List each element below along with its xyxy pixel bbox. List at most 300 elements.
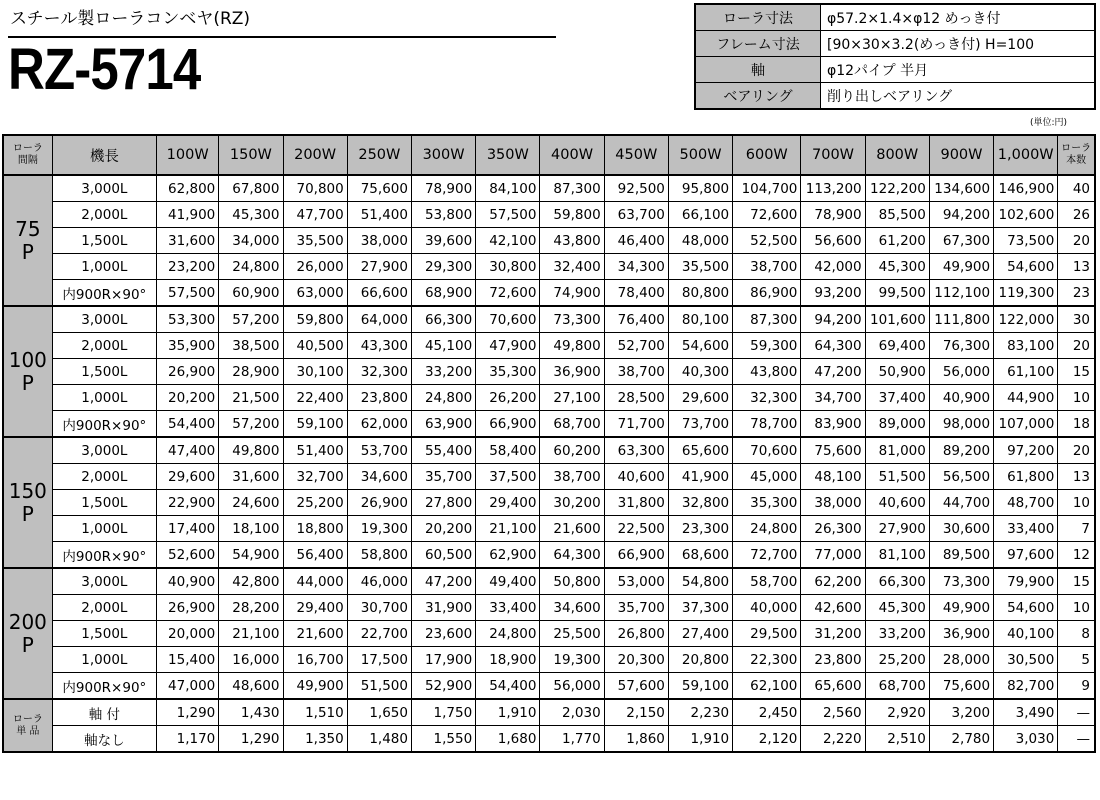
price-cell: 146,900 bbox=[994, 175, 1058, 202]
price-cell: 47,000 bbox=[157, 673, 219, 700]
table-row bbox=[3, 621, 1095, 647]
price-cell: 27,800 bbox=[411, 490, 475, 516]
price-cell: 30,200 bbox=[540, 490, 604, 516]
pitch-group-label: 200 P bbox=[3, 568, 52, 699]
price-cell: 49,800 bbox=[540, 333, 604, 359]
price-cell: 61,800 bbox=[994, 464, 1058, 490]
price-cell: 19,300 bbox=[347, 516, 411, 542]
price-cell: 49,400 bbox=[476, 568, 540, 595]
price-cell: 87,300 bbox=[733, 306, 801, 333]
price-cell: 43,300 bbox=[347, 333, 411, 359]
table-row bbox=[3, 333, 1095, 359]
length-cell: 内900R×90° bbox=[52, 411, 156, 438]
spec-row bbox=[695, 57, 1095, 83]
price-cell: 16,000 bbox=[219, 647, 283, 673]
price-cell: 89,000 bbox=[865, 411, 929, 438]
length-header: 機長 bbox=[52, 135, 156, 175]
spec-value: 削り出しベアリング bbox=[821, 83, 1096, 110]
table-row bbox=[3, 411, 1095, 438]
price-cell: 76,400 bbox=[604, 306, 668, 333]
price-cell: 87,300 bbox=[540, 175, 604, 202]
price-cell: 35,300 bbox=[476, 359, 540, 385]
price-cell: 63,300 bbox=[604, 437, 668, 464]
width-header: 200W bbox=[283, 135, 347, 175]
price-cell: 1,910 bbox=[476, 699, 540, 726]
price-cell: 1,750 bbox=[411, 699, 475, 726]
price-table-header bbox=[3, 135, 1095, 175]
length-cell: 1,000L bbox=[52, 254, 156, 280]
product-subtitle: スチール製ローラコンベヤ(RZ) bbox=[10, 9, 251, 29]
price-cell: 48,700 bbox=[994, 490, 1058, 516]
price-cell: 42,600 bbox=[801, 595, 865, 621]
price-cell: 26,900 bbox=[347, 490, 411, 516]
length-cell: 1,500L bbox=[52, 621, 156, 647]
price-cell: 30,500 bbox=[994, 647, 1058, 673]
price-cell: 3,490 bbox=[994, 699, 1058, 726]
price-cell: 2,030 bbox=[540, 699, 604, 726]
price-cell: 54,600 bbox=[668, 333, 732, 359]
width-header: 700W bbox=[801, 135, 865, 175]
price-cell: 81,000 bbox=[865, 437, 929, 464]
price-cell: 47,400 bbox=[157, 437, 219, 464]
table-row bbox=[3, 699, 1095, 726]
price-cell: 34,600 bbox=[540, 595, 604, 621]
price-cell: 34,600 bbox=[347, 464, 411, 490]
price-cell: 62,200 bbox=[801, 568, 865, 595]
price-cell: 21,600 bbox=[283, 621, 347, 647]
price-cell: 78,700 bbox=[733, 411, 801, 438]
price-cell: 73,300 bbox=[929, 568, 993, 595]
price-cell: 73,700 bbox=[668, 411, 732, 438]
price-cell: 56,000 bbox=[540, 673, 604, 700]
price-cell: 66,300 bbox=[411, 306, 475, 333]
price-cell: 40,900 bbox=[929, 385, 993, 411]
price-cell: 53,000 bbox=[604, 568, 668, 595]
price-cell: 102,600 bbox=[994, 202, 1058, 228]
roller-count-cell: — bbox=[1058, 699, 1095, 726]
price-cell: 2,560 bbox=[801, 699, 865, 726]
price-cell: 68,600 bbox=[668, 542, 732, 569]
price-cell: 78,900 bbox=[801, 202, 865, 228]
roller-count-cell: 13 bbox=[1058, 464, 1095, 490]
price-cell: 74,900 bbox=[540, 280, 604, 307]
price-cell: 63,900 bbox=[411, 411, 475, 438]
price-cell: 78,900 bbox=[411, 175, 475, 202]
price-cell: 53,300 bbox=[157, 306, 219, 333]
price-cell: 45,000 bbox=[733, 464, 801, 490]
price-cell: 57,600 bbox=[604, 673, 668, 700]
price-cell: 68,900 bbox=[411, 280, 475, 307]
price-cell: 61,200 bbox=[865, 228, 929, 254]
price-cell: 70,600 bbox=[476, 306, 540, 333]
length-cell: 軸なし bbox=[52, 726, 156, 753]
price-cell: 21,100 bbox=[219, 621, 283, 647]
price-cell: 49,900 bbox=[283, 673, 347, 700]
price-cell: 101,600 bbox=[865, 306, 929, 333]
price-cell: 27,900 bbox=[865, 516, 929, 542]
price-cell: 38,700 bbox=[540, 464, 604, 490]
price-cell: 66,300 bbox=[865, 568, 929, 595]
price-cell: 21,500 bbox=[219, 385, 283, 411]
price-cell: 70,800 bbox=[283, 175, 347, 202]
price-cell: 35,700 bbox=[604, 595, 668, 621]
price-cell: 1,910 bbox=[668, 726, 732, 753]
price-cell: 49,900 bbox=[929, 595, 993, 621]
price-cell: 23,800 bbox=[801, 647, 865, 673]
price-cell: 20,200 bbox=[411, 516, 475, 542]
length-cell: 内900R×90° bbox=[52, 673, 156, 700]
price-cell: 21,100 bbox=[476, 516, 540, 542]
price-cell: 17,500 bbox=[347, 647, 411, 673]
title-block bbox=[8, 8, 556, 100]
price-cell: 25,500 bbox=[540, 621, 604, 647]
price-cell: 66,900 bbox=[604, 542, 668, 569]
price-cell: 34,700 bbox=[801, 385, 865, 411]
price-cell: 3,030 bbox=[994, 726, 1058, 753]
price-cell: 56,000 bbox=[929, 359, 993, 385]
price-cell: 55,400 bbox=[411, 437, 475, 464]
length-cell: 内900R×90° bbox=[52, 280, 156, 307]
price-cell: 40,600 bbox=[604, 464, 668, 490]
width-header: 300W bbox=[411, 135, 475, 175]
price-cell: 42,100 bbox=[476, 228, 540, 254]
roller-count-cell: 18 bbox=[1058, 411, 1095, 438]
price-cell: 15,400 bbox=[157, 647, 219, 673]
price-cell: 122,000 bbox=[994, 306, 1058, 333]
price-cell: 1,680 bbox=[476, 726, 540, 753]
width-header: 600W bbox=[733, 135, 801, 175]
price-cell: 45,300 bbox=[219, 202, 283, 228]
price-cell: 80,100 bbox=[668, 306, 732, 333]
roller-count-cell: 5 bbox=[1058, 647, 1095, 673]
price-cell: 50,800 bbox=[540, 568, 604, 595]
price-cell: 24,800 bbox=[219, 254, 283, 280]
price-cell: 44,900 bbox=[994, 385, 1058, 411]
price-cell: 30,100 bbox=[283, 359, 347, 385]
price-table bbox=[2, 134, 1096, 753]
pitch-group-label: 100 P bbox=[3, 306, 52, 437]
price-cell: 82,700 bbox=[994, 673, 1058, 700]
price-cell: 48,000 bbox=[668, 228, 732, 254]
length-cell: 1,000L bbox=[52, 385, 156, 411]
price-cell: 68,700 bbox=[865, 673, 929, 700]
price-cell: 85,500 bbox=[865, 202, 929, 228]
price-cell: 23,300 bbox=[668, 516, 732, 542]
price-cell: 62,900 bbox=[476, 542, 540, 569]
width-header: 800W bbox=[865, 135, 929, 175]
price-cell: 56,400 bbox=[283, 542, 347, 569]
price-cell: 52,700 bbox=[604, 333, 668, 359]
price-cell: 62,800 bbox=[157, 175, 219, 202]
roller-count-cell: — bbox=[1058, 726, 1095, 753]
price-cell: 44,000 bbox=[283, 568, 347, 595]
price-cell: 65,600 bbox=[801, 673, 865, 700]
price-cell: 38,700 bbox=[733, 254, 801, 280]
price-cell: 2,920 bbox=[865, 699, 929, 726]
price-cell: 28,000 bbox=[929, 647, 993, 673]
price-cell: 23,200 bbox=[157, 254, 219, 280]
roller-count-cell: 26 bbox=[1058, 202, 1095, 228]
length-cell: 1,500L bbox=[52, 359, 156, 385]
table-row bbox=[3, 726, 1095, 753]
table-row bbox=[3, 254, 1095, 280]
roller-count-cell: 8 bbox=[1058, 621, 1095, 647]
roller-count-cell: 9 bbox=[1058, 673, 1095, 700]
price-cell: 66,100 bbox=[668, 202, 732, 228]
price-cell: 54,400 bbox=[157, 411, 219, 438]
price-cell: 28,200 bbox=[219, 595, 283, 621]
price-cell: 47,900 bbox=[476, 333, 540, 359]
price-cell: 32,800 bbox=[668, 490, 732, 516]
price-cell: 111,800 bbox=[929, 306, 993, 333]
price-cell: 45,300 bbox=[865, 254, 929, 280]
price-cell: 62,000 bbox=[347, 411, 411, 438]
width-header: 100W bbox=[157, 135, 219, 175]
width-header: 1,000W bbox=[994, 135, 1058, 175]
price-cell: 56,600 bbox=[801, 228, 865, 254]
price-cell: 89,500 bbox=[929, 542, 993, 569]
spec-table bbox=[694, 3, 1096, 110]
price-cell: 57,500 bbox=[476, 202, 540, 228]
price-cell: 40,300 bbox=[668, 359, 732, 385]
price-cell: 56,500 bbox=[929, 464, 993, 490]
price-cell: 46,000 bbox=[347, 568, 411, 595]
spec-label: ローラ寸法 bbox=[695, 4, 821, 31]
price-cell: 31,600 bbox=[157, 228, 219, 254]
price-cell: 119,300 bbox=[994, 280, 1058, 307]
price-cell: 58,800 bbox=[347, 542, 411, 569]
price-cell: 75,600 bbox=[347, 175, 411, 202]
price-cell: 49,800 bbox=[219, 437, 283, 464]
price-cell: 89,200 bbox=[929, 437, 993, 464]
price-cell: 1,170 bbox=[157, 726, 219, 753]
price-cell: 35,700 bbox=[411, 464, 475, 490]
price-cell: 26,900 bbox=[157, 595, 219, 621]
price-cell: 31,200 bbox=[801, 621, 865, 647]
price-cell: 38,000 bbox=[347, 228, 411, 254]
price-cell: 75,600 bbox=[929, 673, 993, 700]
price-cell: 33,200 bbox=[411, 359, 475, 385]
price-cell: 2,230 bbox=[668, 699, 732, 726]
spec-row bbox=[695, 31, 1095, 57]
price-cell: 23,600 bbox=[411, 621, 475, 647]
price-cell: 54,900 bbox=[219, 542, 283, 569]
price-cell: 1,430 bbox=[219, 699, 283, 726]
price-cell: 30,800 bbox=[476, 254, 540, 280]
price-cell: 21,600 bbox=[540, 516, 604, 542]
price-cell: 93,200 bbox=[801, 280, 865, 307]
price-cell: 2,450 bbox=[733, 699, 801, 726]
price-cell: 84,100 bbox=[476, 175, 540, 202]
price-cell: 1,290 bbox=[219, 726, 283, 753]
price-cell: 1,480 bbox=[347, 726, 411, 753]
price-cell: 2,780 bbox=[929, 726, 993, 753]
price-cell: 29,300 bbox=[411, 254, 475, 280]
price-cell: 27,100 bbox=[540, 385, 604, 411]
price-cell: 79,900 bbox=[994, 568, 1058, 595]
price-cell: 25,200 bbox=[865, 647, 929, 673]
length-cell: 1,000L bbox=[52, 647, 156, 673]
price-cell: 29,400 bbox=[476, 490, 540, 516]
price-cell: 134,600 bbox=[929, 175, 993, 202]
spec-label: ベアリング bbox=[695, 83, 821, 110]
price-cell: 52,900 bbox=[411, 673, 475, 700]
spec-row bbox=[695, 83, 1095, 110]
price-cell: 20,200 bbox=[157, 385, 219, 411]
price-cell: 2,150 bbox=[604, 699, 668, 726]
price-cell: 35,900 bbox=[157, 333, 219, 359]
price-cell: 28,900 bbox=[219, 359, 283, 385]
price-cell: 40,900 bbox=[157, 568, 219, 595]
price-cell: 99,500 bbox=[865, 280, 929, 307]
price-cell: 107,000 bbox=[994, 411, 1058, 438]
length-cell: 1,000L bbox=[52, 516, 156, 542]
length-cell: 2,000L bbox=[52, 202, 156, 228]
table-row bbox=[3, 673, 1095, 700]
price-cell: 22,300 bbox=[733, 647, 801, 673]
price-cell: 32,300 bbox=[347, 359, 411, 385]
price-cell: 22,700 bbox=[347, 621, 411, 647]
price-cell: 83,100 bbox=[994, 333, 1058, 359]
price-cell: 60,200 bbox=[540, 437, 604, 464]
price-cell: 46,400 bbox=[604, 228, 668, 254]
price-cell: 54,400 bbox=[476, 673, 540, 700]
price-cell: 32,400 bbox=[540, 254, 604, 280]
price-cell: 78,400 bbox=[604, 280, 668, 307]
price-cell: 59,800 bbox=[540, 202, 604, 228]
price-cell: 2,510 bbox=[865, 726, 929, 753]
price-cell: 97,200 bbox=[994, 437, 1058, 464]
price-cell: 34,300 bbox=[604, 254, 668, 280]
price-cell: 49,900 bbox=[929, 254, 993, 280]
price-cell: 43,800 bbox=[540, 228, 604, 254]
price-cell: 40,100 bbox=[994, 621, 1058, 647]
table-row bbox=[3, 306, 1095, 333]
price-cell: 35,500 bbox=[283, 228, 347, 254]
price-cell: 17,400 bbox=[157, 516, 219, 542]
price-cell: 47,200 bbox=[801, 359, 865, 385]
price-cell: 71,700 bbox=[604, 411, 668, 438]
price-cell: 59,300 bbox=[733, 333, 801, 359]
price-cell: 39,600 bbox=[411, 228, 475, 254]
length-cell: 2,000L bbox=[52, 595, 156, 621]
width-header: 400W bbox=[540, 135, 604, 175]
price-cell: 22,400 bbox=[283, 385, 347, 411]
price-cell: 16,700 bbox=[283, 647, 347, 673]
table-row bbox=[3, 516, 1095, 542]
price-cell: 98,000 bbox=[929, 411, 993, 438]
price-cell: 35,500 bbox=[668, 254, 732, 280]
price-cell: 1,350 bbox=[283, 726, 347, 753]
price-cell: 40,600 bbox=[865, 490, 929, 516]
price-cell: 54,600 bbox=[994, 595, 1058, 621]
width-header: 150W bbox=[219, 135, 283, 175]
table-row bbox=[3, 175, 1095, 202]
price-cell: 63,000 bbox=[283, 280, 347, 307]
price-cell: 59,800 bbox=[283, 306, 347, 333]
roller-count-cell: 20 bbox=[1058, 333, 1095, 359]
price-cell: 1,650 bbox=[347, 699, 411, 726]
price-cell: 113,200 bbox=[801, 175, 865, 202]
price-cell: 22,500 bbox=[604, 516, 668, 542]
price-cell: 37,400 bbox=[865, 385, 929, 411]
price-cell: 47,200 bbox=[411, 568, 475, 595]
price-cell: 18,100 bbox=[219, 516, 283, 542]
roller-count-cell: 10 bbox=[1058, 490, 1095, 516]
price-cell: 29,400 bbox=[283, 595, 347, 621]
price-cell: 24,800 bbox=[476, 621, 540, 647]
roller-count-cell: 10 bbox=[1058, 595, 1095, 621]
price-cell: 50,900 bbox=[865, 359, 929, 385]
price-cell: 57,200 bbox=[219, 411, 283, 438]
pitch-group-label: ローラ 単 品 bbox=[3, 699, 52, 752]
price-cell: 57,500 bbox=[157, 280, 219, 307]
price-cell: 53,800 bbox=[411, 202, 475, 228]
length-cell: 3,000L bbox=[52, 568, 156, 595]
price-cell: 86,900 bbox=[733, 280, 801, 307]
price-cell: 35,300 bbox=[733, 490, 801, 516]
length-cell: 内900R×90° bbox=[52, 542, 156, 569]
width-header: 250W bbox=[347, 135, 411, 175]
price-cell: 37,500 bbox=[476, 464, 540, 490]
price-cell: 92,500 bbox=[604, 175, 668, 202]
price-cell: 40,000 bbox=[733, 595, 801, 621]
price-cell: 48,600 bbox=[219, 673, 283, 700]
table-row bbox=[3, 359, 1095, 385]
price-cell: 51,500 bbox=[865, 464, 929, 490]
table-row bbox=[3, 647, 1095, 673]
price-cell: 45,300 bbox=[865, 595, 929, 621]
price-cell: 27,900 bbox=[347, 254, 411, 280]
price-cell: 73,300 bbox=[540, 306, 604, 333]
price-cell: 45,100 bbox=[411, 333, 475, 359]
price-cell: 60,900 bbox=[219, 280, 283, 307]
table-row bbox=[3, 385, 1095, 411]
spec-row bbox=[695, 4, 1095, 31]
price-cell: 30,700 bbox=[347, 595, 411, 621]
price-cell: 38,000 bbox=[801, 490, 865, 516]
price-cell: 95,800 bbox=[668, 175, 732, 202]
price-cell: 61,100 bbox=[994, 359, 1058, 385]
length-cell: 3,000L bbox=[52, 175, 156, 202]
length-cell: 3,000L bbox=[52, 437, 156, 464]
count-header: ローラ 本数 bbox=[1058, 135, 1095, 175]
price-cell: 34,000 bbox=[219, 228, 283, 254]
price-cell: 75,600 bbox=[801, 437, 865, 464]
price-cell: 81,100 bbox=[865, 542, 929, 569]
pitch-group-label: 150 P bbox=[3, 437, 52, 568]
price-cell: 33,200 bbox=[865, 621, 929, 647]
roller-count-cell: 20 bbox=[1058, 437, 1095, 464]
price-cell: 20,000 bbox=[157, 621, 219, 647]
price-cell: 54,600 bbox=[994, 254, 1058, 280]
price-cell: 58,700 bbox=[733, 568, 801, 595]
model-number: RZ-5714 bbox=[8, 37, 201, 102]
pitch-header: ローラ 間隔 bbox=[3, 135, 52, 175]
spec-value: [90×30×3.2(めっき付) H=100 bbox=[821, 31, 1096, 57]
price-cell: 23,800 bbox=[347, 385, 411, 411]
price-cell: 26,000 bbox=[283, 254, 347, 280]
price-cell: 26,800 bbox=[604, 621, 668, 647]
price-cell: 112,100 bbox=[929, 280, 993, 307]
table-row bbox=[3, 202, 1095, 228]
price-cell: 64,000 bbox=[347, 306, 411, 333]
roller-count-cell: 7 bbox=[1058, 516, 1095, 542]
length-cell: 1,500L bbox=[52, 490, 156, 516]
price-cell: 3,200 bbox=[929, 699, 993, 726]
price-cell: 36,900 bbox=[540, 359, 604, 385]
price-cell: 1,550 bbox=[411, 726, 475, 753]
